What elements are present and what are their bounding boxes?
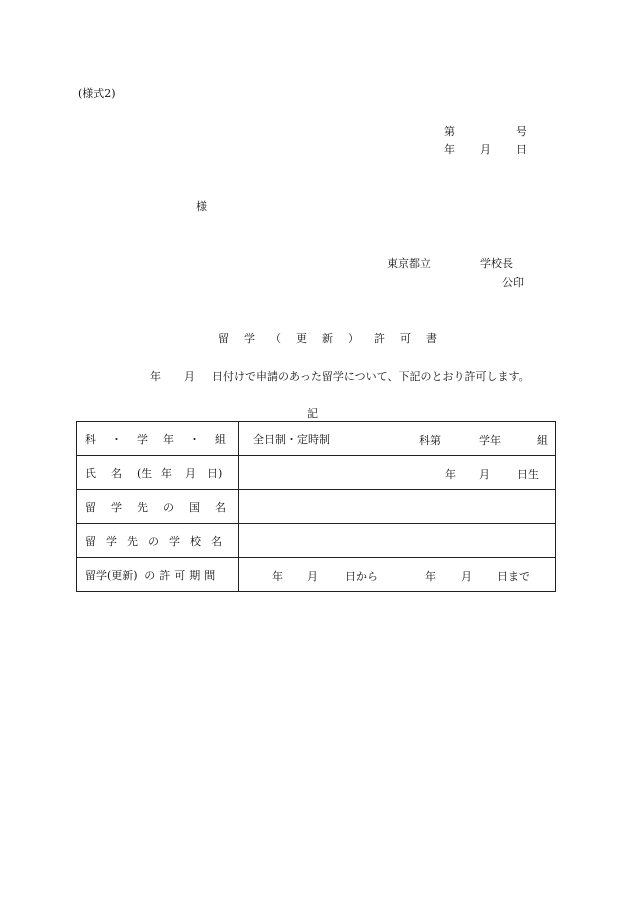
class-value [239,422,556,456]
table-row [77,490,556,524]
body-month: 月 [184,370,195,383]
number-suffix: 号 [516,125,527,138]
principal-title: 学校長 [480,257,513,270]
title-char: 更 [296,332,307,345]
until-year: 年 [425,570,436,583]
row-label-name: 氏 名 (生 年 月 日) [77,456,239,490]
body-statement [150,368,530,384]
note-heading: 記 [307,407,318,420]
country-value [239,490,556,524]
until-month: 月 [461,570,472,583]
birth-day: 日生 [517,468,539,481]
from-day: 日から [345,570,378,583]
row-label-class: 科 ・ 学 年 ・ 組 [77,422,239,456]
table-row [77,558,556,592]
birth-year: 年 [445,468,456,481]
school-value [239,524,556,558]
date-day: 日 [516,143,527,156]
title-char: ） [348,332,359,345]
birth-month: 月 [479,468,490,481]
issue-date [444,141,527,157]
title-char: （ [270,332,281,345]
title-char: 学 [244,332,255,345]
number-prefix: 第 [444,125,455,138]
title-char: 留 [218,332,229,345]
form-number-label: (様式2) [78,87,116,100]
until-day: 日まで [497,570,530,583]
from-month: 月 [307,570,318,583]
date-month: 月 [480,143,491,156]
row-label-period: 留学(更新) の 許 可 期 間 [77,558,239,592]
addressee-honorific: 様 [196,200,207,213]
period-value [239,558,556,592]
row-label-country: 留 学 先 の 国 名 [77,490,239,524]
from-year: 年 [272,570,283,583]
date-year: 年 [444,143,455,156]
dept-label: 科第 [419,434,441,447]
title-char: 書 [426,332,437,345]
body-text: 日付けで申請のあった留学について、下記のとおり許可します。 [212,370,530,383]
class-label: 組 [537,434,548,447]
title-char: 許 [374,332,385,345]
title-char: 新 [322,332,333,345]
issuer [387,255,513,271]
table-row [77,456,556,490]
title-char: 可 [400,332,411,345]
row-label-school: 留 学 先 の 学 校 名 [77,524,239,558]
document-number [444,123,527,139]
table-row [77,524,556,558]
table-row [77,422,556,456]
course-type: 全日制・定時制 [253,432,330,446]
details-table [76,421,556,592]
body-year: 年 [150,370,161,383]
grade-label: 学年 [479,434,501,447]
school-prefix: 東京都立 [387,257,431,270]
birthdate-value [239,456,556,490]
official-seal-label: 公印 [502,276,524,289]
document-title [218,330,437,346]
